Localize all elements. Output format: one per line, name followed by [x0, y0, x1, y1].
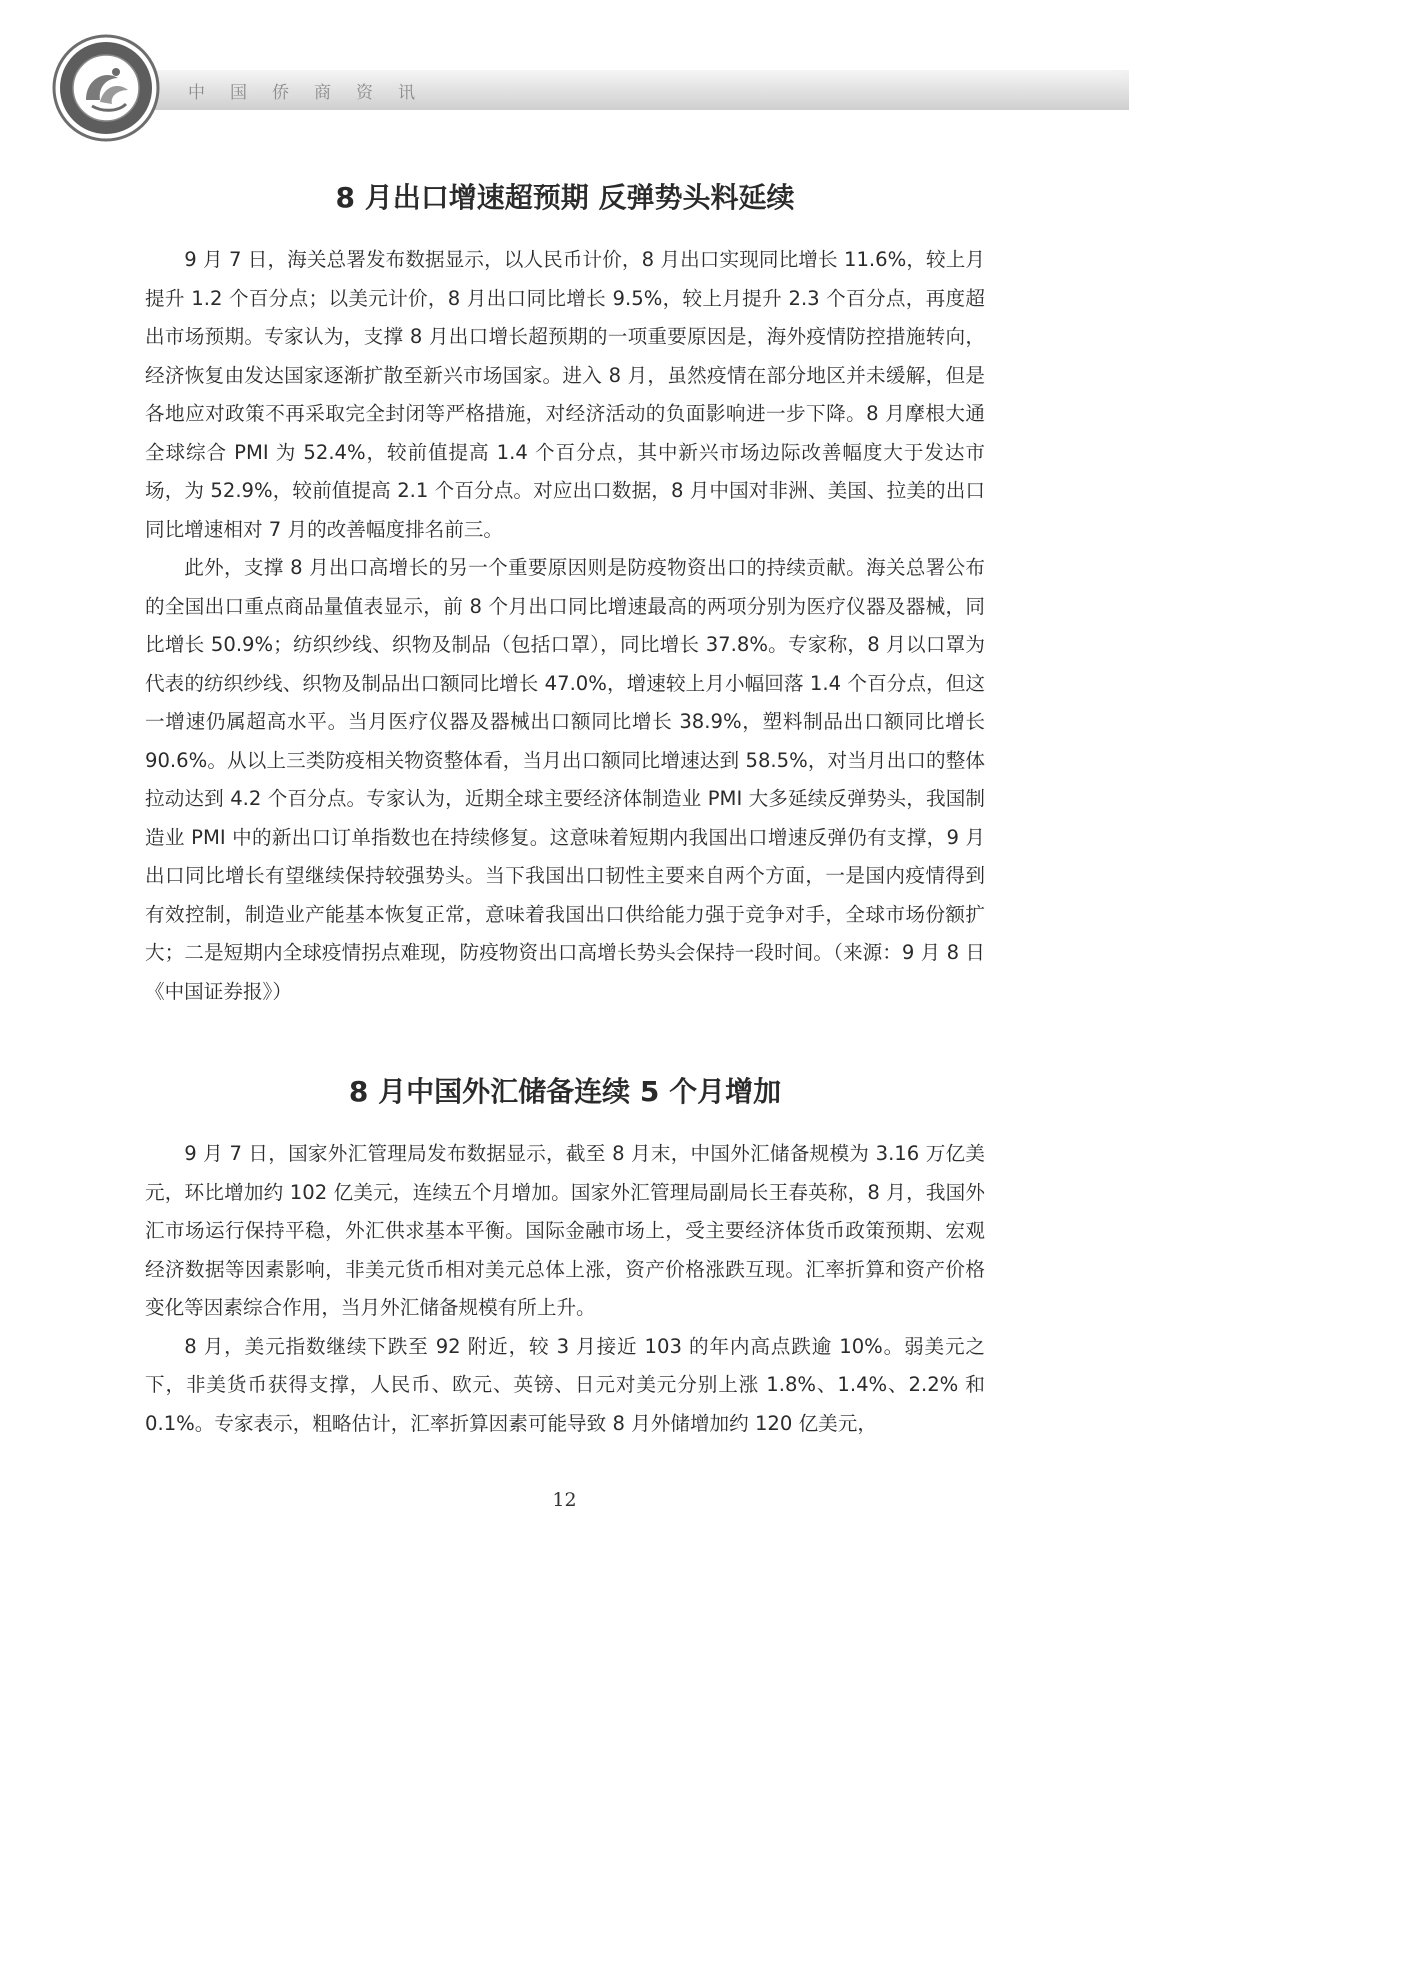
article-paragraph: 此外，支撑 8 月出口高增长的另一个重要原因则是防疫物资出口的持续贡献。海关总署公布的全国出口重点商品量值表显示，前 8 个月出口同比增速最高的两项分别为医疗仪器及器械，同比增长 50.9%；纺织纱线、织物及制品（包括口罩），同比增长 37.8%。专家称，8 月以口罩为代表的纺织纱线、织物及制品出口额同比增长 47.0%，增速较上月小幅回落 1.4 个百分点，但这一增速仍属超高水平。当月医疗仪器及器械出口额同比增长 38.9%，塑料制品出口额同比增长 90.6%。从以上三类防疫相关物资整体看，当月出口额同比增速达到 58.5%，对当月出口的整体拉动达到 4.2 个百分点。专家认为，近期全球主要经济体制造业 PMI 大多延续反弹势头，我国制造业 PMI 中的新出口订单指数也在持续修复。这意味着短期内我国出口增速反弹仍有支撑，9 月出口同比增长有望继续保持较强势头。当下我国出口韧性主要来自两个方面，一是国内疫情得到有效控制，制造业产能基本恢复正常，意味着我国出口供给能力强于竞争对手，全球市场份额扩大；二是短期内全球疫情拐点难现，防疫物资出口高增长势头会保持一段时间。（来源：9 月 8 日《中国证券报》） [145, 556, 985, 1003]
article-title: 8 月中国外汇储备连续 5 个月增加 [348, 1075, 782, 1108]
header-title: 中国侨商资讯 [188, 83, 440, 103]
article-forex-reserve [145, 1072, 985, 1443]
page-number: 12 [552, 1489, 577, 1511]
article-paragraph: 9 月 7 日，国家外汇管理局发布数据显示，截至 8 月末，中国外汇储备规模为 3.16 万亿美元，环比增加约 102 亿美元，连续五个月增加。国家外汇管理局副局长王春英称，8 月，我国外汇市场运行保持平稳，外汇供求基本平衡。国际金融市场上，受主要经济体货币政策预期、宏观经济数据等因素影响，非美元货币相对美元总体上涨，资产价格涨跌互现。汇率折算和资产价格变化等因素综合作用，当月外汇储备规模有所上升。 [145, 1142, 985, 1319]
article-paragraph: 8 月，美元指数继续下跌至 92 附近，较 3 月接近 103 的年内高点跌逾 10%。弱美元之下，非美货币获得支撑，人民币、欧元、英镑、日元对美元分别上涨 1.8%、1.4%、2.2% 和 0.1%。专家表示，粗略估计，汇率折算因素可能导致 8 月外储增加约 120 亿美元， [145, 1334, 985, 1435]
federation-logo-icon [52, 34, 160, 142]
article-paragraph: 9 月 7 日，海关总署发布数据显示，以人民币计价，8 月出口实现同比增长 11.6%，较上月提升 1.2 个百分点；以美元计价，8 月出口同比增长 9.5%，较上月提升 2.3 个百分点，再度超出市场预期。专家认为，支撑 8 月出口增长超预期的一项重要原因是，海外疫情防控措施转向，经济恢复由发达国家逐渐扩散至新兴市场国家。进入 8 月，虽然疫情在部分地区并未缓解，但是各地应对政策不再采取完全封闭等严格措施，对经济活动的负面影响进一步下降。8 月摩根大通全球综合 PMI 为 52.4%，较前值提高 1.4 个百分点，其中新兴市场边际改善幅度大于发达市场，为 52.9%，较前值提高 2.1 个百分点。对应出口数据，8 月中国对非洲、美国、拉美的出口同比增速相对 7 月的改善幅度排名前三。 [145, 248, 985, 541]
article-export-growth [145, 178, 985, 1011]
article-title: 8 月出口增速超预期 反弹势头料延续 [335, 181, 795, 214]
